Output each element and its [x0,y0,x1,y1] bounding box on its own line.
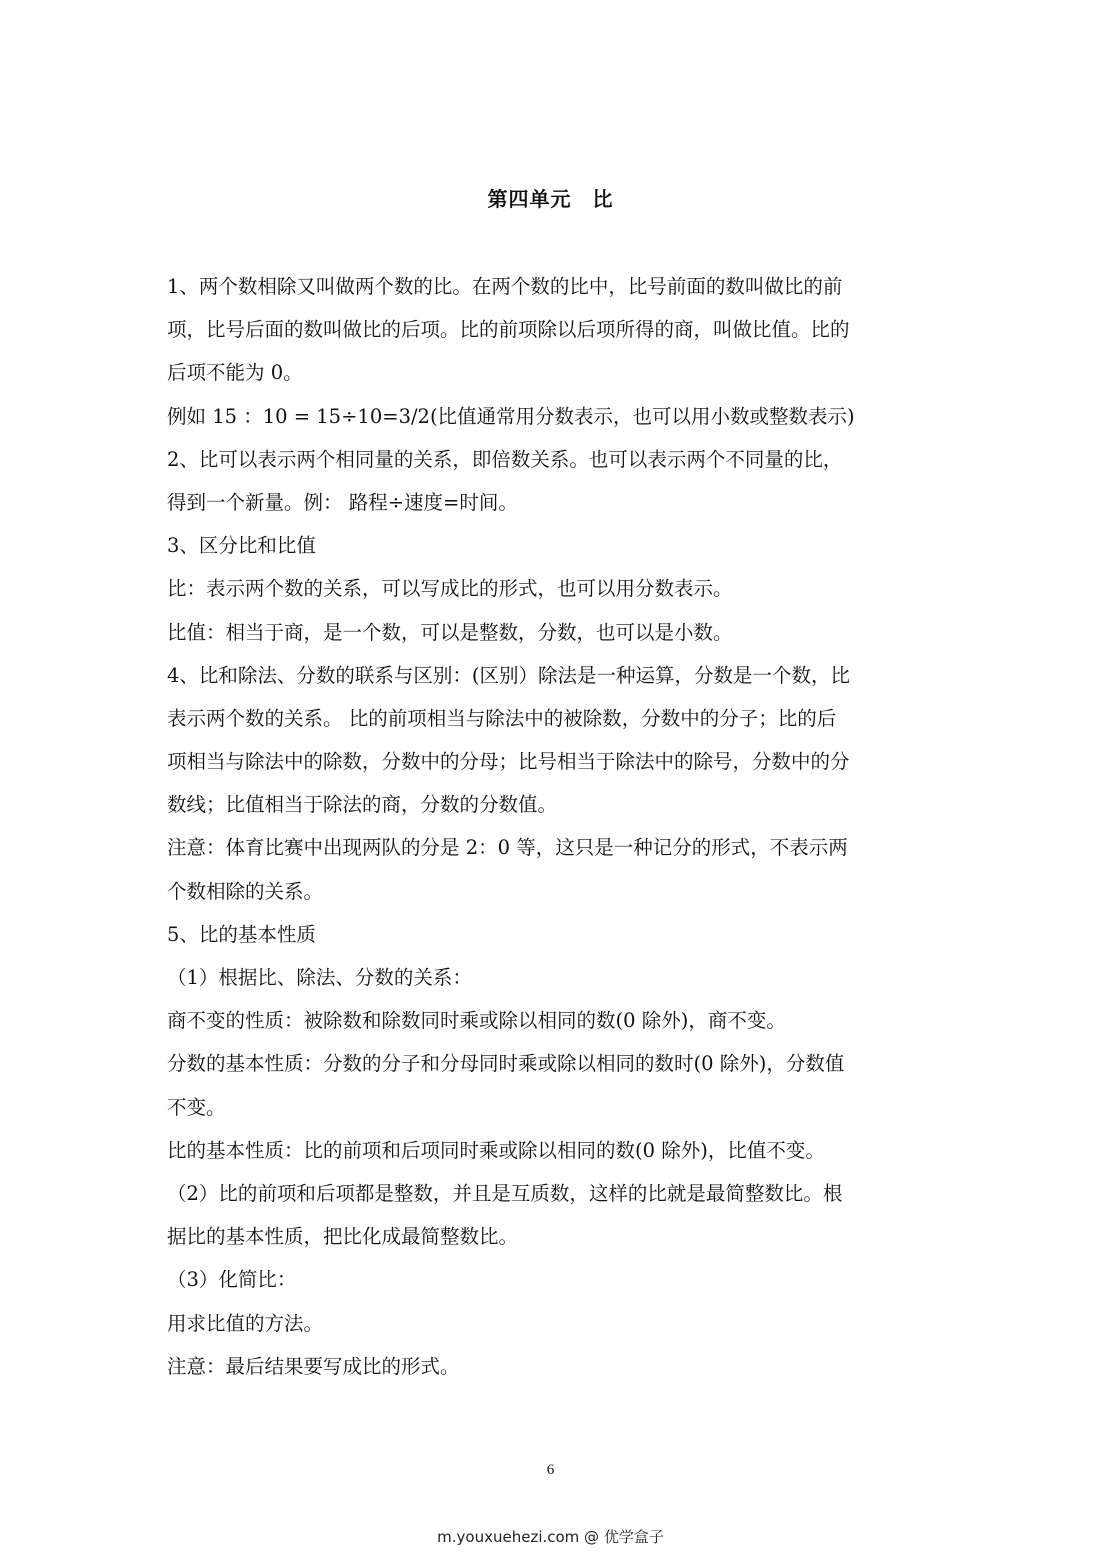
text-line: 1、两个数相除又叫做两个数的比。在两个数的比中，比号前面的数叫做比的前 [167,275,843,298]
text-line: 用求比值的方法。 [167,1311,324,1335]
text-line: 注意：体育比赛中出现两队的分是 2：0 等，这只是一种记分的形式，不表示两 [167,836,848,860]
page-title: 第四单元 比 [487,187,614,211]
text-line: 项，比号后面的数叫做比的后项。比的前项除以后项所得的商，叫做比值。比的 [167,318,850,342]
text-line: 例如 15 ：10 = 15÷10=3/2(比值通常用分数表示，也可以用小数或整数表示) [167,404,855,428]
text-line: （3）化简比： [167,1268,297,1292]
document-body [167,265,942,1388]
text-line: （2）比的前项和后项都是整数，并且是互质数，这样的比就是最简整数比。根 [167,1181,843,1205]
text-line: 比：表示两个数的关系，可以写成比的形式，也可以用分数表示。 [167,577,733,601]
text-line: （1）根据比、除法、分数的关系： [167,966,472,989]
footer-watermark: m.youxuehezi.com @ 优学盒子 [437,1528,664,1546]
text-line: 后项不能为 0。 [167,361,303,385]
text-line: 2、比可以表示两个相同量的关系，即倍数关系。也可以表示两个不同量的比， [167,447,843,471]
text-line: 数线；比值相当于除法的商，分数的分数值。 [167,793,558,817]
text-line: 3、区分比和比值 [167,534,316,558]
text-line: 个数相除的关系。 [167,879,324,903]
text-line: 比值：相当于商，是一个数，可以是整数，分数，也可以是小数。 [167,620,733,644]
text-line: 注意：最后结果要写成比的形式。 [167,1354,460,1378]
text-line: 表示两个数的关系。 比的前项相当与除法中的被除数，分数中的分子；比的后 [167,706,837,730]
text-line: 分数的基本性质：分数的分子和分母同时乘或除以相同的数时(0 除外)，分数值 [167,1052,845,1076]
text-line: 5、比的基本性质 [167,922,316,946]
text-line: 得到一个新量。例： 路程÷速度=时间。 [167,490,518,514]
page-number: 6 [546,1462,555,1478]
text-line: 据比的基本性质，把比化成最简整数比。 [167,1225,519,1249]
text-line: 比的基本性质：比的前项和后项同时乘或除以相同的数(0 除外)，比值不变。 [167,1138,825,1162]
text-line: 4、比和除法、分数的联系与区别：(区别）除法是一种运算，分数是一个数，比 [167,663,851,687]
text-line: 不变。 [167,1095,226,1119]
text-line: 项相当与除法中的除数，分数中的分母；比号相当于除法中的除号，分数中的分 [167,750,850,774]
text-line: 商不变的性质：被除数和除数同时乘或除以相同的数(0 除外)，商不变。 [167,1009,786,1033]
